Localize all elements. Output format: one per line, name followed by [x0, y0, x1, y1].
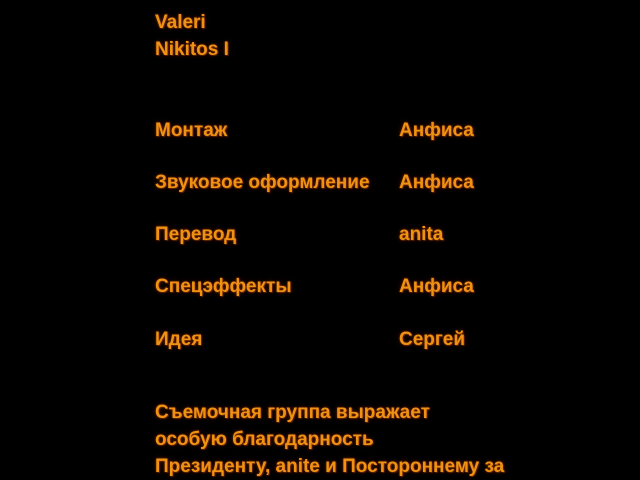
credit-row — [0, 273, 640, 300]
credit-row — [0, 117, 640, 144]
credit-role: Идея — [155, 329, 203, 350]
credit-name: Сергей — [399, 329, 466, 350]
credit-row — [0, 221, 640, 248]
credit-name: Анфиса — [399, 172, 474, 193]
header-name-line: Valeri — [155, 12, 206, 33]
credit-role: Звуковое оформление — [155, 172, 370, 193]
credit-name: Анфиса — [399, 276, 474, 297]
credit-role: Перевод — [155, 224, 237, 245]
credit-name: anita — [399, 224, 444, 245]
acknowledgement-line: Президенту, anite и Постороннему за — [155, 456, 505, 477]
acknowledgement-line: особую благодарность — [155, 429, 374, 450]
credit-role: Монтаж — [155, 120, 228, 141]
acknowledgement-paragraph — [155, 399, 625, 480]
acknowledgement-line: Съемочная группа выражает — [155, 402, 430, 423]
credit-role: Спецэффекты — [155, 276, 292, 297]
credit-name: Анфиса — [399, 120, 474, 141]
credit-row — [0, 326, 640, 353]
credit-row — [0, 169, 640, 196]
header-names — [155, 9, 229, 63]
header-name-line: Nikitos I — [155, 39, 229, 60]
